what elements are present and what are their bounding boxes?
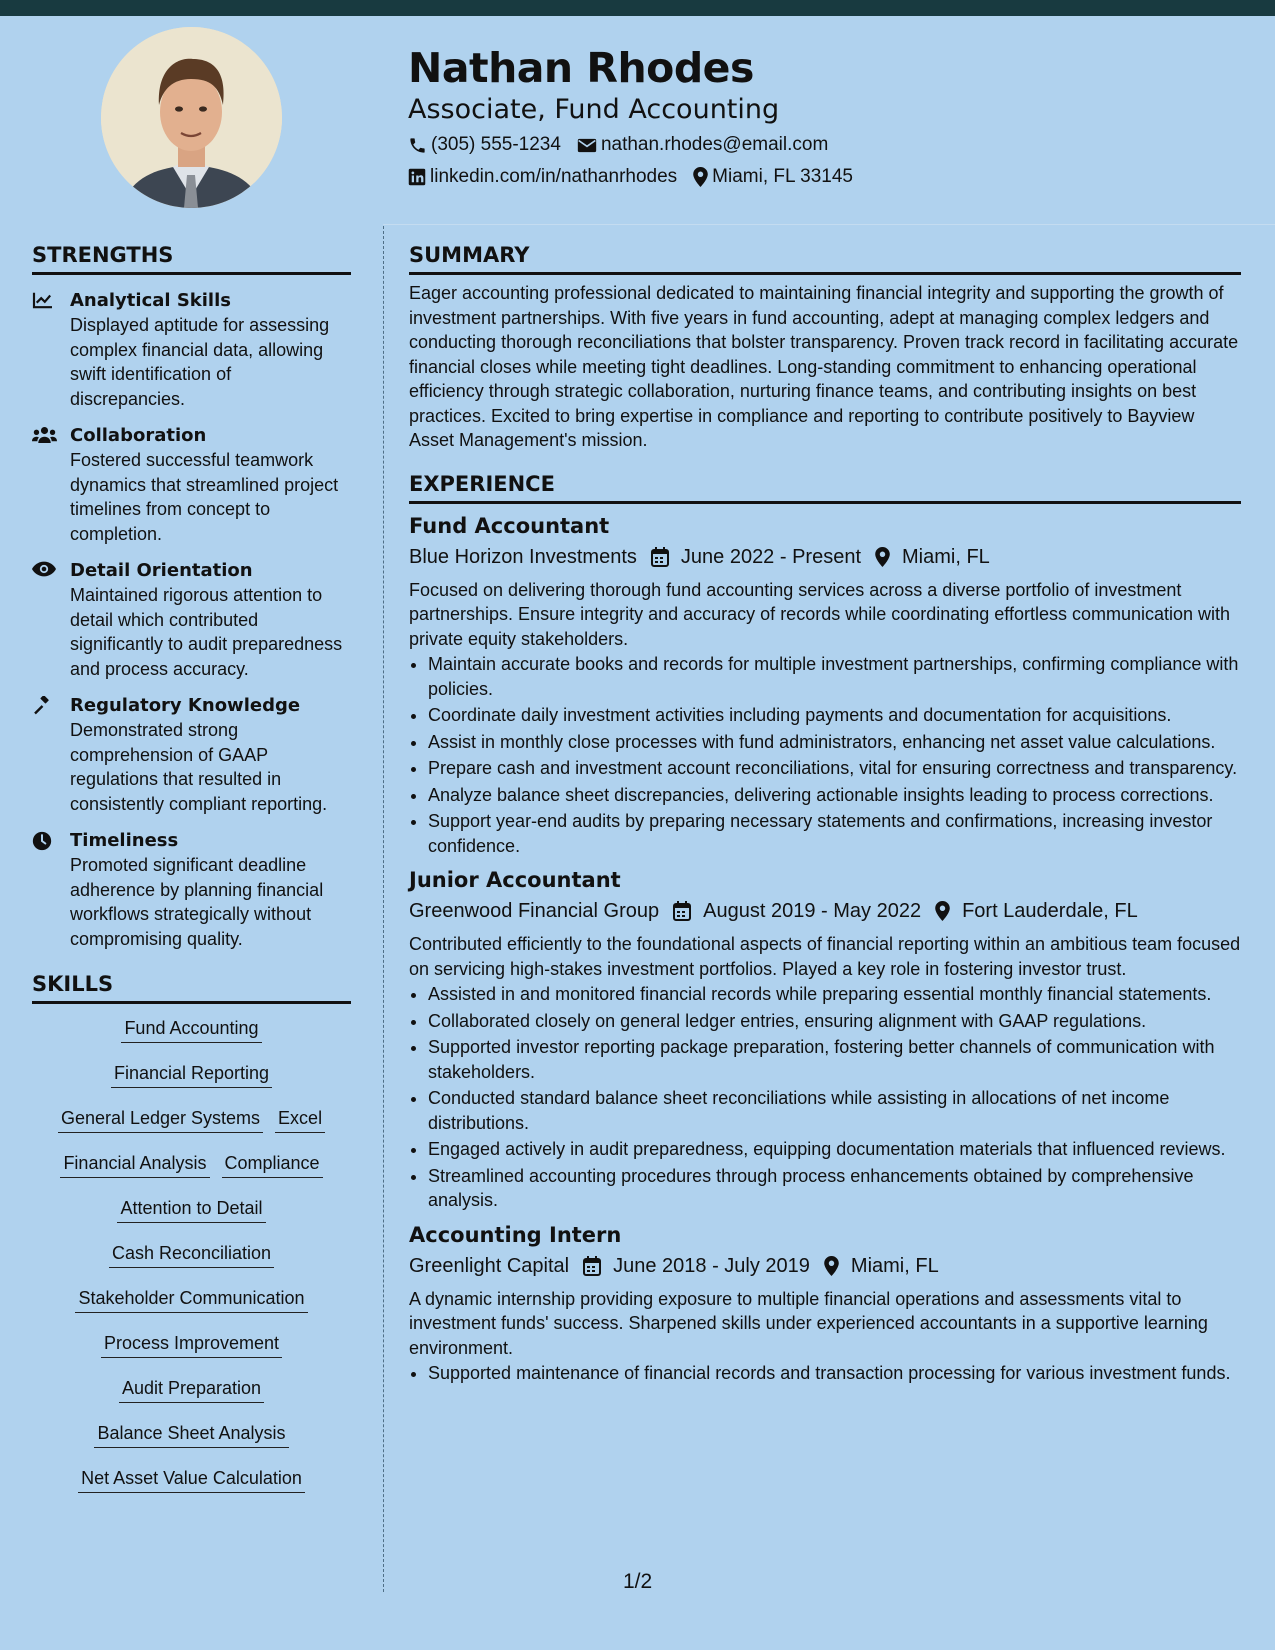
job-bullet: • Support year-end audits by preparing necessary statements and confirmations, increasing investor confidence. [428,809,1241,858]
job-company: Blue Horizon Investments [409,545,637,568]
skills-list [32,1016,351,1496]
linkedin-contact[interactable] [408,166,677,188]
job-entry [409,512,1241,859]
top-bar [0,0,1275,16]
job-dates: June 2022 - Present [680,545,862,568]
skill-tag: Balance Sheet Analysis [94,1421,288,1448]
location-text: Miami, FL 33145 [712,166,853,187]
calendar-icon [651,547,669,567]
job-location: Fort Lauderdale, FL [962,900,1138,922]
strength-item [32,289,351,411]
clock-icon [32,831,52,851]
job-bullet: • Engaged actively in audit preparedness, equipping documentation materials that influenced reviews. [428,1137,1241,1162]
map-pin-icon [935,901,950,921]
job-meta [409,543,1241,571]
job-bullet: • Coordinate daily investment activities including payments and documentation for acquisitions. [428,703,1241,728]
job-bullet: • Prepare cash and investment account reconciliations, vital for ensuring correctness and transparency. [428,756,1241,781]
profile-photo [101,27,282,208]
right-column [409,242,1241,1388]
candidate-role: Associate, Fund Accounting [408,94,780,125]
summary-text: Eager accounting professional dedicated to maintaining financial integrity and supporting the growth of investment partnerships. With five years in fund accounting, adept at managing complex ledgers and conducting thorough reconciliations that bolster transparency. Proven track record in facilitating accurate financial closes while meeting tight deadlines. Long-standing commitment to enhancing operational efficiency through strategic collaboration, nurturing finance teams, and contributing insights on best practices. Excited to bring expertise in compliance and reporting to contribute positively to Bayview Asset Management's mission. [409,283,1239,450]
strength-name: Detail Orientation [70,560,253,581]
skill-tag: Excel [275,1106,325,1133]
skill-tag: Fund Accounting [121,1016,261,1043]
strength-name: Regulatory Knowledge [70,695,301,716]
map-pin-icon [875,547,890,567]
job-company: Greenlight Capital [409,1254,570,1277]
column-divider [383,226,384,1592]
page-number: 1/2 [623,1570,653,1593]
job-bullet: • Conducted standard balance sheet reconciliations while assisting in allocations of net income distributions. [428,1086,1241,1135]
location-contact [693,166,853,188]
job-company: Greenwood Financial Group [409,900,660,922]
job-title: Fund Accountant [409,513,610,538]
job-meta [409,1252,1241,1280]
job-bullet: • Collaborated closely on general ledger entries, ensuring alignment with GAAP regulations. [428,1009,1241,1034]
job-title: Junior Accountant [409,868,621,892]
job-description: A dynamic internship providing exposure to multiple financial operations and assessments vital to investment funds' success. Sharpened skills under experienced accountants in a supportive learning environment. [409,1288,1208,1358]
strength-desc: Maintained rigorous attention to detail which contributed significantly to audit preparedness and process accuracy. [70,585,343,679]
users-icon [32,426,57,444]
strength-item [32,424,351,546]
strengths-heading: STRENGTHS [32,242,351,275]
skill-tag: Process Improvement [101,1331,282,1358]
job-bullets [409,1361,1241,1386]
left-column [32,242,351,1511]
job-title: Accounting Intern [409,1222,622,1247]
candidate-name: Nathan Rhodes [408,44,754,92]
job-entry [409,866,1241,1213]
job-location: Miami, FL [902,545,990,568]
job-bullet: • Supported maintenance of financial records and transaction processing for various investment funds. [428,1361,1241,1386]
skill-tag: Compliance [222,1151,323,1178]
skill-tag: Stakeholder Communication [75,1286,307,1313]
eye-icon [32,561,56,577]
job-meta [409,897,1241,925]
envelope-icon [577,137,597,154]
phone-text: (305) 555-1234 [431,134,561,155]
line-chart-icon [32,291,54,309]
job-description: Focused on delivering thorough fund accounting services across a diverse portfolio of investment partnerships. Ensure integrity and accuracy of records while coordinating effortless communication with private equity stakeholders. [409,579,1231,649]
job-bullet: • Analyze balance sheet discrepancies, delivering actionable insights leading to process corrections. [428,783,1241,808]
job-bullet: • Maintain accurate books and records for multiple investment partnerships, confirming compliance with policies. [428,652,1241,701]
job-location: Miami, FL [850,1254,939,1277]
skill-tag: Audit Preparation [119,1376,264,1403]
job-bullets [409,982,1241,1213]
job-bullets [409,652,1241,858]
job-bullet: • Assist in monthly close processes with fund administrators, enhancing net asset value calculations. [428,730,1241,755]
strength-item [32,559,351,681]
strength-name: Collaboration [70,425,207,446]
strength-name: Timeliness [70,830,179,851]
contact-row-1 [408,134,844,156]
contact-row-2 [408,166,869,188]
strength-desc: Displayed aptitude for assessing complex financial data, allowing swift identification of discrepancies. [70,315,330,409]
phone-contact[interactable] [408,134,561,156]
email-contact[interactable] [577,134,828,156]
strength-desc: Promoted significant deadline adherence by planning financial workflows strategically without compromising quality. [70,855,324,949]
skills-heading: SKILLS [32,971,351,1004]
job-bullet: • Assisted in and monitored financial records while preparing essential monthly financial statements. [428,982,1241,1007]
skill-tag: General Ledger Systems [58,1106,263,1133]
strength-item [32,694,351,816]
skill-tag: Financial Reporting [111,1061,272,1088]
linkedin-icon [408,168,426,186]
map-pin-icon [824,1256,839,1276]
skill-tag: Cash Reconciliation [109,1241,274,1268]
experience-heading: EXPERIENCE [409,471,1241,504]
job-bullet: • Streamlined accounting procedures through process enhancements obtained by comprehensive analysis. [428,1164,1241,1213]
email-text: nathan.rhodes@email.com [600,134,829,155]
strength-item [32,829,351,951]
header-divider [383,224,1275,225]
job-entry [409,1221,1241,1386]
skill-tag: Net Asset Value Calculation [78,1466,305,1493]
calendar-icon [673,901,691,921]
job-bullet: • Supported investor reporting package preparation, fostering better channels of communication with stakeholders. [428,1035,1241,1084]
strength-name: Analytical Skills [70,290,231,311]
calendar-icon [583,1256,601,1276]
skill-tag: Attention to Detail [117,1196,265,1223]
strength-desc: Fostered successful teamwork dynamics that streamlined project timelines from concept to completion. [70,450,339,544]
linkedin-text: linkedin.com/in/nathanrhodes [430,166,678,187]
strength-desc: Demonstrated strong comprehension of GAAP regulations that resulted in consistently compliant reporting. [70,720,328,814]
job-dates: August 2019 - May 2022 [703,900,922,922]
phone-icon [408,136,427,155]
gavel-icon [32,696,53,716]
skill-tag: Financial Analysis [60,1151,209,1178]
map-pin-icon [693,167,708,187]
job-dates: June 2018 - July 2019 [613,1254,810,1277]
job-description: Contributed efficiently to the foundational aspects of financial reporting within an ambitious team focused on servicing high-stakes investment portfolios. Played a key role in fostering investor trust. [409,934,1241,979]
summary-heading: SUMMARY [409,242,1241,275]
